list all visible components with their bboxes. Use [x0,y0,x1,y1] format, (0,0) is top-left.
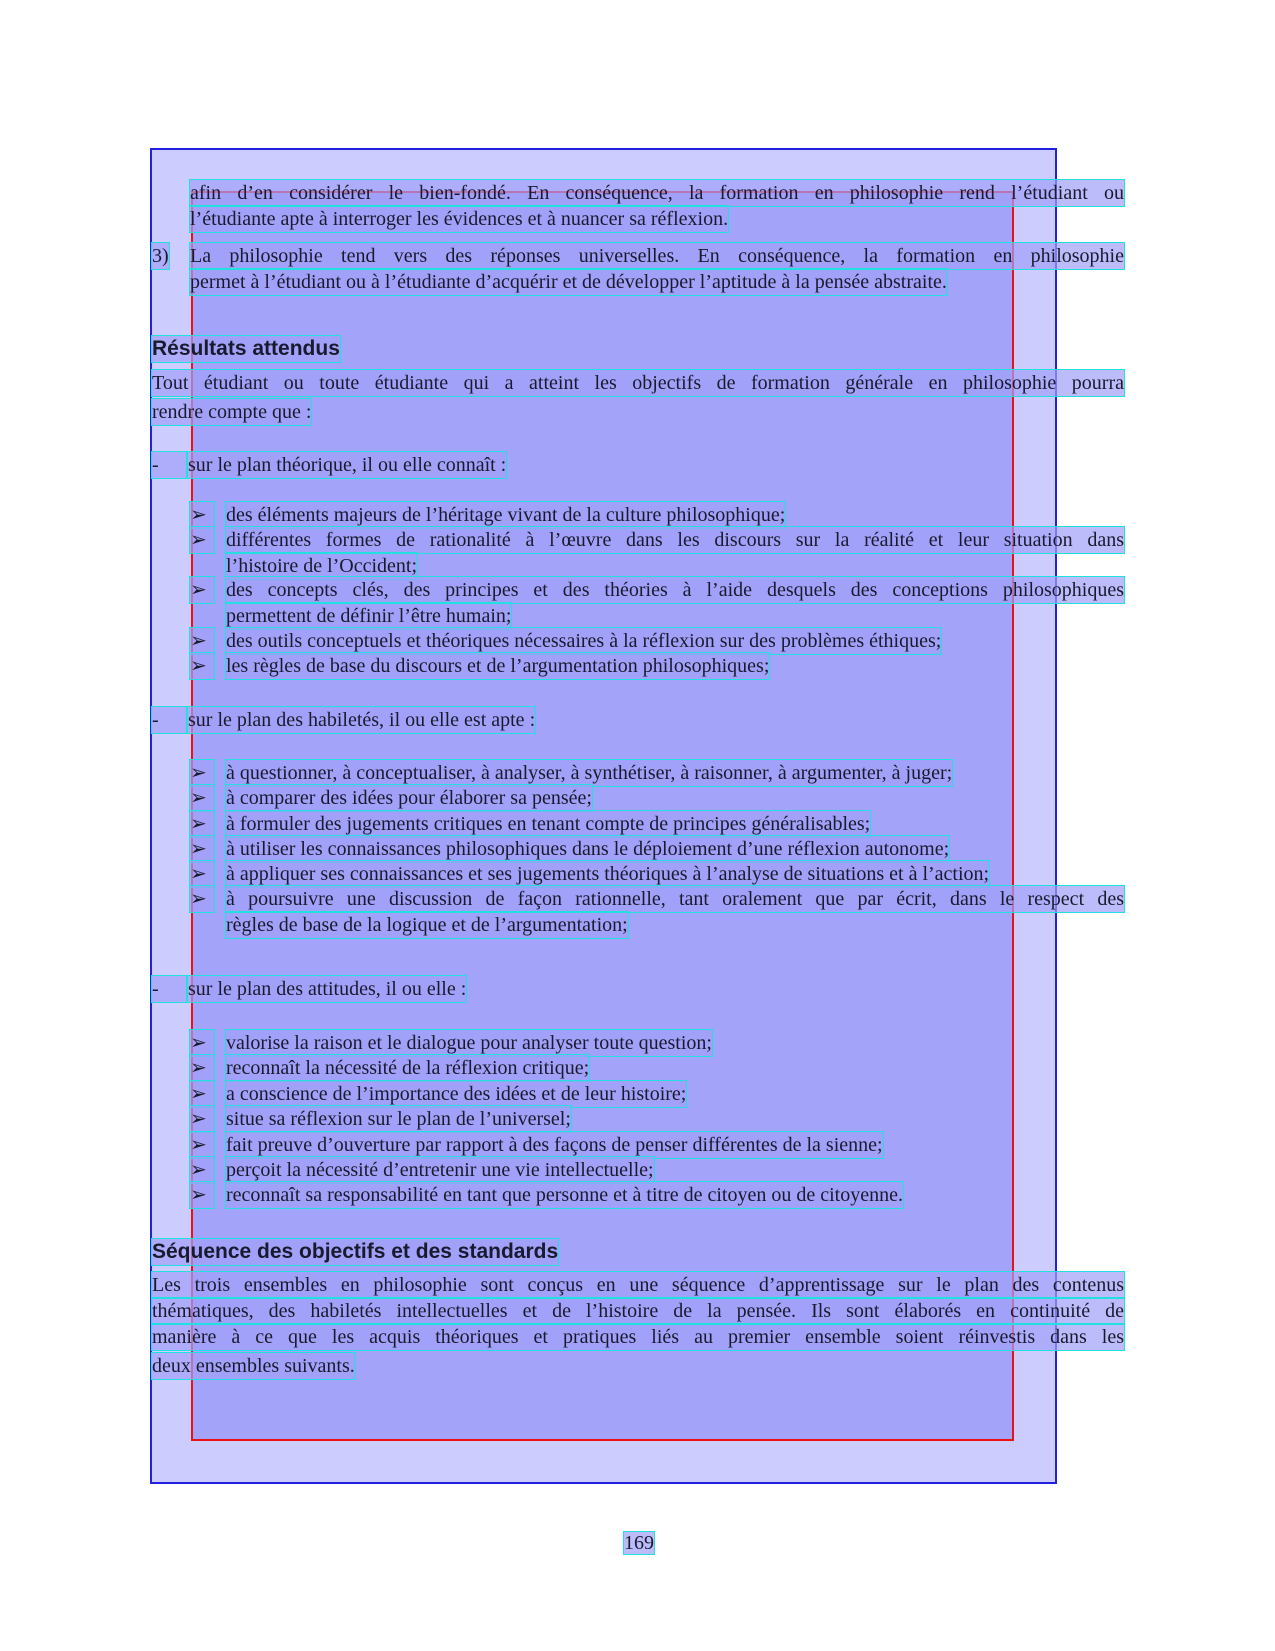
text-line: permet à l’étudiant ou à l’étudiante d’acquérir et de développer l’aptitude à la pensée abstraite. [190,271,947,293]
arrow-bullet-icon: ➢ [190,1106,214,1132]
arrow-bullet-icon: ➢ [190,1157,214,1183]
text-line: thématiques, des habiletés intellectuelles et de l’histoire de la pensée. Ils sont élaborés en continuité de [152,1300,1124,1322]
arrow-bullet-icon: ➢ [190,577,214,603]
arrow-bullet-icon: ➢ [190,1081,214,1107]
arrow-bullet-icon: ➢ [190,1132,214,1158]
text-line: manière à ce que les acquis théoriques et pratiques liés au premier ensemble soient réinvestis dans les [152,1326,1124,1348]
arrow-bullet-icon: ➢ [190,1055,214,1081]
arrow-bullet-icon: ➢ [190,502,214,528]
text-line: afin d’en considérer le bien-fondé. En conséquence, la formation en philosophie rend l’étudiant ou [190,182,1124,204]
dash-bullet: - [152,707,186,733]
sub-heading: sur le plan des habiletés, il ou elle est apte : [188,709,536,731]
arrow-bullet-icon: ➢ [190,836,214,862]
arrow-bullet-icon: ➢ [190,811,214,837]
text-line: La philosophie tend vers des réponses universelles. En conséquence, la formation en philosophie [190,245,1124,267]
intro-paragraph [190,180,1124,232]
text-line: deux ensembles suivants. [152,1355,355,1377]
arrow-bullet-icon: ➢ [190,861,214,887]
sub-heading: sur le plan théorique, il ou elle connaît : [188,454,507,476]
arrow-bullet-icon: ➢ [190,1030,214,1056]
arrow-bullet-icon: ➢ [190,653,214,679]
dash-bullet: - [152,976,186,1002]
text-line: Tout étudiant ou toute étudiante qui a atteint les objectifs de formation générale en philosophie pourra [152,372,1124,394]
arrow-bullet-icon: ➢ [190,1182,214,1208]
sequence-paragraph [152,1272,1124,1379]
dash-bullet: - [152,452,186,478]
arrow-bullet-icon: ➢ [190,760,214,786]
sub-heading: sur le plan des attitudes, il ou elle : [188,978,467,1000]
section-heading-resultats: Résultats attendus [152,337,340,360]
section-heading-sequence: Séquence des objectifs et des standards [152,1240,559,1263]
item-number: 3) [152,245,169,267]
arrow-bullet-icon: ➢ [190,886,214,912]
text-line: Les trois ensembles en philosophie sont conçus en une séquence d’apprentissage sur le plan des contenus [152,1274,1124,1296]
text-line: rendre compte que : [152,401,312,423]
text-line: l’étudiante apte à interroger les évidences et à nuancer sa réflexion. [190,208,729,230]
arrow-bullet-icon: ➢ [190,527,214,553]
page-number: 169 [624,1532,654,1554]
arrow-bullet-icon: ➢ [190,628,214,654]
resultats-paragraph [152,370,1124,425]
arrow-bullet-icon: ➢ [190,785,214,811]
